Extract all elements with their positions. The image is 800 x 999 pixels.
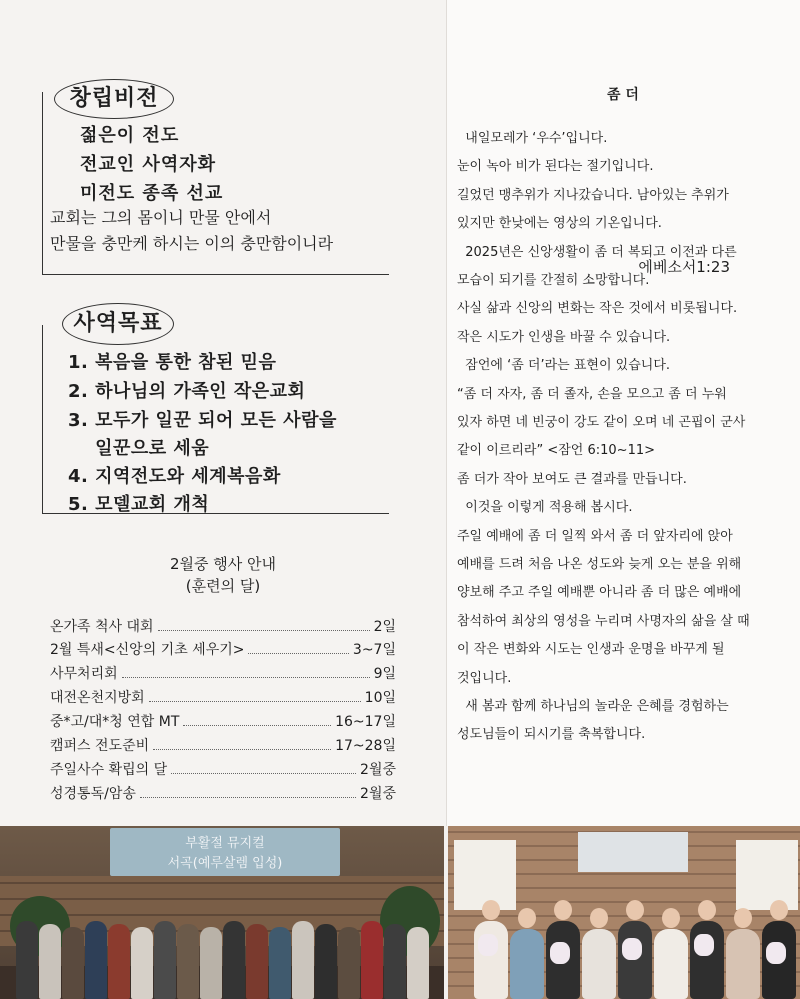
goal-item: 5. 모델교회 개척 <box>68 494 210 515</box>
event-date: 9일 <box>373 666 396 682</box>
group-member <box>654 929 688 999</box>
cast-member <box>131 927 153 999</box>
verse-line-1: 교회는 그의 몸이니 만물 안에서 <box>50 208 272 227</box>
group-member <box>726 929 760 999</box>
cast-member <box>338 927 360 999</box>
event-row <box>50 663 396 683</box>
cast-member <box>407 927 429 999</box>
cast-member <box>108 924 130 999</box>
event-name: 2월 특새<신앙의 기초 세우기> <box>50 642 245 658</box>
leader-dots <box>122 667 370 678</box>
group-member-head <box>734 908 752 928</box>
poster-board-right <box>736 840 798 910</box>
event-date: 16~17일 <box>335 714 396 730</box>
group-member-head <box>554 900 572 920</box>
essay-line: 같이 이르리라” <잠언 6:10~11> <box>457 443 656 459</box>
group-member <box>690 921 724 999</box>
event-date: 2월중 <box>360 786 396 802</box>
cast-member <box>269 927 291 999</box>
group-member-head <box>770 900 788 920</box>
essay-line: “좀 더 자자, 좀 더 졸자, 손을 모으고 좀 더 누워 <box>457 386 727 402</box>
bouquet <box>622 938 642 960</box>
cast-member <box>39 924 61 999</box>
group-member-head <box>662 908 680 928</box>
essay-line: 이것을 이렇게 적용해 봅시다. <box>457 500 633 516</box>
essay-line: 작은 시도가 인생을 바꿀 수 있습니다. <box>457 329 671 345</box>
essay-line: 예배를 드려 처음 나온 성도와 늦게 오는 분을 위해 <box>457 557 742 572</box>
event-name: 온가족 척사 대회 <box>50 619 154 635</box>
group-member <box>474 921 508 999</box>
column-divider <box>446 0 447 826</box>
vision-line-1: 젊은이 전도 <box>80 125 180 146</box>
event-name: 중*고/대*청 연합 MT <box>50 714 180 730</box>
cast-member <box>384 924 406 999</box>
event-row <box>50 687 396 707</box>
leader-dots <box>248 643 348 654</box>
goal-item: 2. 하나님의 가족인 작은교회 <box>68 381 306 402</box>
event-date: 17~28일 <box>335 738 396 754</box>
verse-reference: 에베소서1:23 <box>638 258 730 276</box>
verse-line-2: 만물을 충만케 하시는 이의 충만함이니라 <box>50 234 334 253</box>
photo-gap <box>444 826 448 999</box>
group-member <box>582 929 616 999</box>
projector-screen <box>578 832 688 872</box>
group-member <box>618 921 652 999</box>
musical-photo <box>0 826 446 999</box>
bouquet <box>694 934 714 956</box>
event-name: 캠퍼스 전도준비 <box>50 738 150 754</box>
cast-member <box>246 924 268 999</box>
cast-member <box>85 921 107 999</box>
goal-item: 3. 모두가 일꾼 되어 모든 사람을 <box>68 410 337 431</box>
vision-heading: 창립비전 <box>54 79 174 119</box>
event-row <box>50 711 396 731</box>
goals-heading: 사역목표 <box>62 303 174 345</box>
essay-line: 모습이 되기를 간절히 소망합니다. <box>457 273 650 288</box>
bouquet <box>478 934 498 956</box>
cast-member <box>315 924 337 999</box>
essay-line: 잠언에 ‘좀 더’라는 표현이 있습니다. <box>457 358 671 374</box>
event-row <box>50 616 396 636</box>
essay-line: 2025년은 신앙생활이 좀 더 복되고 이전과 다른 <box>457 244 737 260</box>
essay-line: 길었던 맹추위가 지나갔습니다. 남아있는 추위가 <box>457 187 729 203</box>
event-name: 성경통독/암송 <box>50 786 136 802</box>
banner-title: 부활절 뮤지컬 <box>185 836 265 851</box>
goal-item: 1. 복음을 통한 참된 믿음 <box>68 352 277 373</box>
cast-member <box>200 927 222 999</box>
group-member-head <box>482 900 500 920</box>
essay-line: 내일모레가 ‘우수’입니다. <box>457 131 608 146</box>
event-name: 사무처리회 <box>50 666 118 682</box>
essay-line: 참석하여 최상의 영성을 누리며 사명자의 삶을 살 때 <box>457 613 750 629</box>
leader-dots <box>149 691 361 702</box>
essay-line: 사실 삶과 신앙의 변화는 작은 것에서 비롯됩니다. <box>457 301 738 317</box>
events-title: 2월중 행사 안내 <box>169 555 277 573</box>
bouquet <box>550 942 570 964</box>
poster-board-left <box>454 840 516 910</box>
essay-line: 이 작은 변화와 시도는 인생과 운명을 바꾸게 될 <box>457 642 725 658</box>
group-member-head <box>518 908 536 928</box>
group-photo <box>446 826 800 999</box>
leader-dots <box>140 787 356 798</box>
goal-item: 4. 지역전도와 세계복음화 <box>68 466 281 487</box>
cast-member <box>62 927 84 999</box>
cast-member <box>154 921 176 999</box>
cast-member <box>361 921 383 999</box>
group-member-head <box>626 900 644 920</box>
event-row <box>50 639 396 659</box>
leader-dots <box>171 763 356 774</box>
cast-member <box>292 921 314 999</box>
event-date: 2일 <box>373 619 396 635</box>
essay-line: 있지만 한낮에는 영상의 기온입니다. <box>457 216 662 232</box>
event-name: 대전온천지방회 <box>50 690 145 706</box>
group-member-head <box>698 900 716 920</box>
essay-line: 새 봄과 함께 하나님의 놀라운 은혜를 경험하는 <box>457 699 729 714</box>
event-name: 주일사수 확립의 달 <box>50 762 168 778</box>
essay-line: 양보해 주고 주일 예배뿐 아니라 좀 더 많은 예배에 <box>457 585 742 601</box>
vision-line-2: 전교인 사역자화 <box>80 154 216 175</box>
cast-member <box>177 924 199 999</box>
essay-line: 눈이 녹아 비가 된다는 절기입니다. <box>457 159 654 175</box>
vision-line-3: 미전도 종족 선교 <box>80 183 224 204</box>
event-date: 10일 <box>364 690 396 706</box>
event-date: 3~7일 <box>352 642 396 658</box>
goal-item-continued: 일꾼으로 세움 <box>68 438 210 459</box>
group-member <box>510 929 544 999</box>
essay-line: 있자 하면 네 빈궁이 강도 같이 오며 네 곤핍이 군사 <box>457 415 746 430</box>
cast-member <box>16 921 38 999</box>
event-date: 2월중 <box>360 762 396 778</box>
banner-subtitle: 서곡(예루살렘 입성) <box>167 856 283 871</box>
essay-line: 주일 예배에 좀 더 일찍 와서 좀 더 앞자리에 앉아 <box>457 528 733 544</box>
leader-dots <box>158 620 370 631</box>
essay-line: 좀 더가 작아 보여도 큰 결과를 만듭니다. <box>457 471 687 487</box>
leader-dots <box>153 739 331 750</box>
essay-title: 좀 더 <box>607 87 639 103</box>
bouquet <box>766 942 786 964</box>
event-row <box>50 735 396 755</box>
group-member-head <box>590 908 608 928</box>
essay-line: 것입니다. <box>457 670 512 686</box>
cast-member <box>223 921 245 999</box>
essay-line: 성도님들이 되시기를 축복합니다. <box>457 727 646 743</box>
event-row <box>50 783 396 803</box>
leader-dots <box>183 715 331 726</box>
event-row <box>50 759 396 779</box>
events-subtitle: (훈련의 달) <box>185 577 261 595</box>
